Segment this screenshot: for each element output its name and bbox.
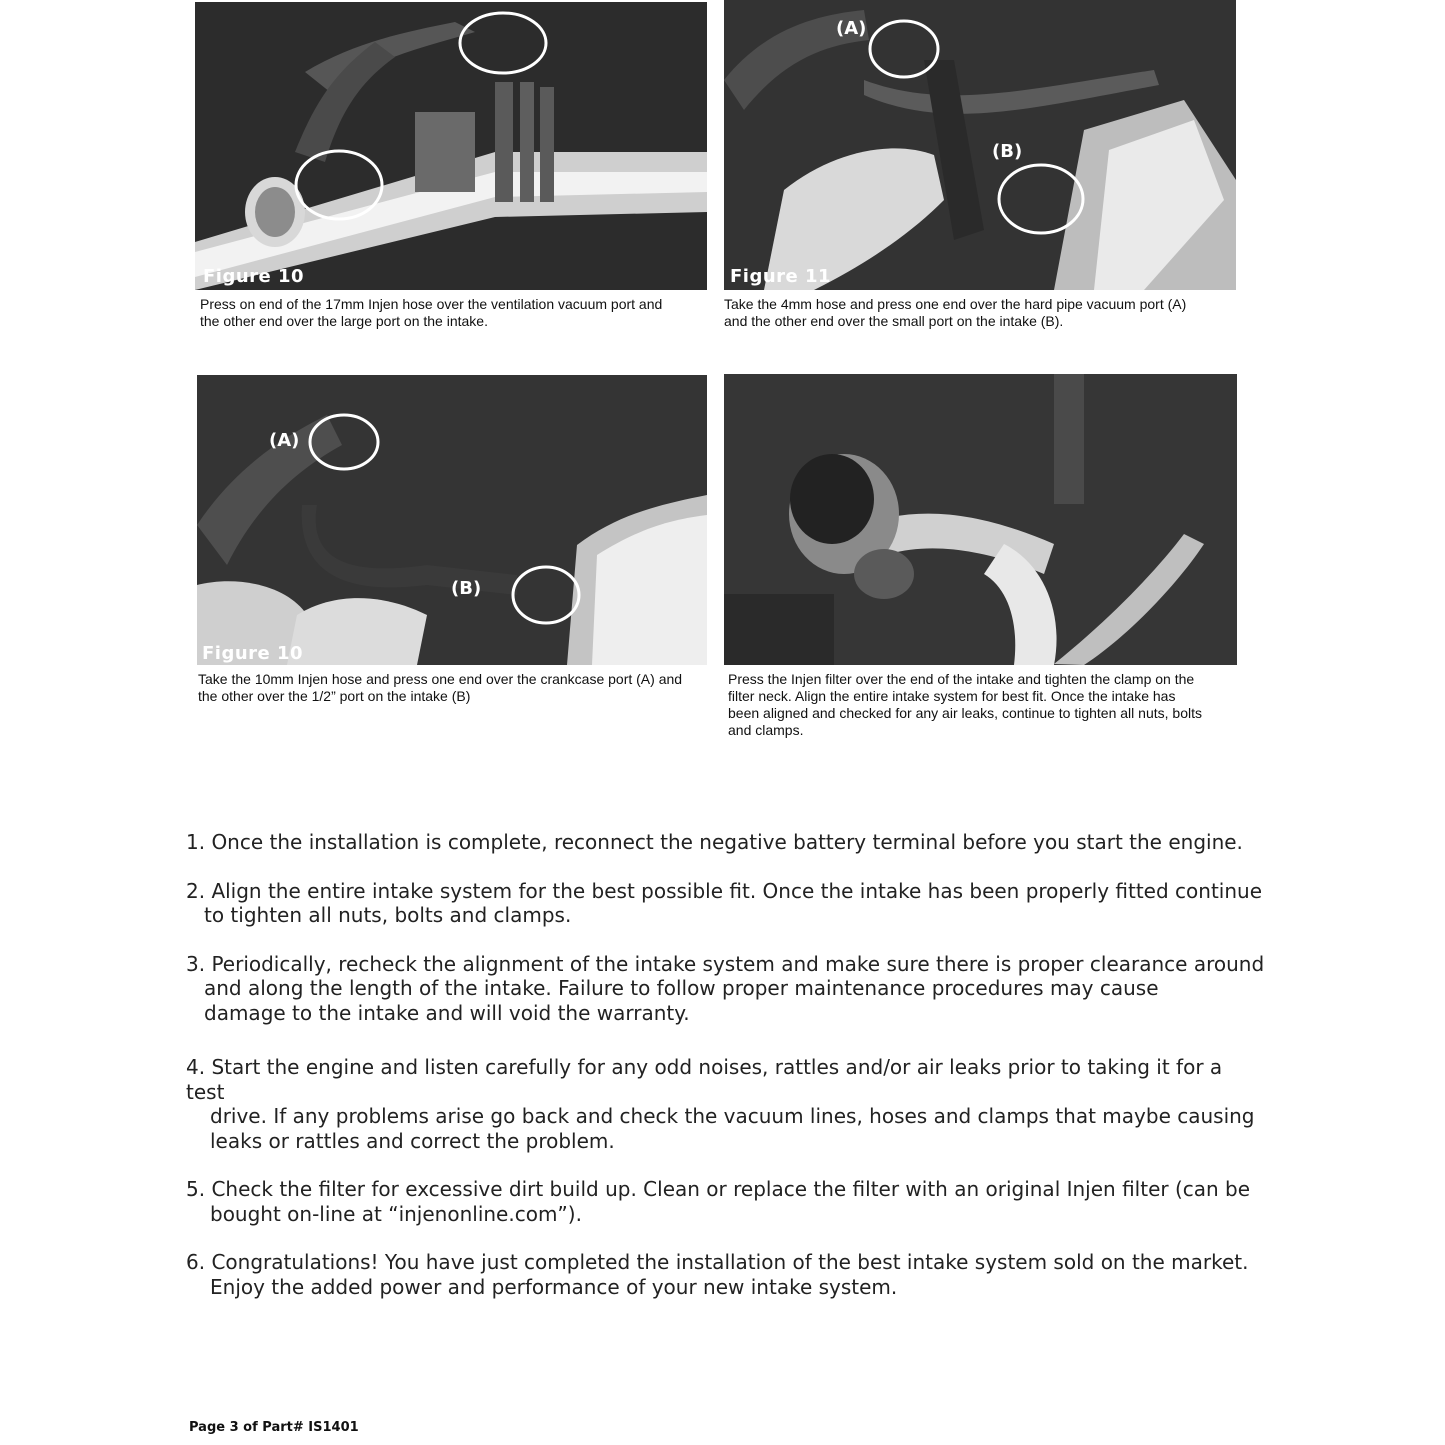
figure-label: Figure 10 xyxy=(202,643,304,664)
figure-caption-3 xyxy=(198,671,713,705)
figure-caption-2 xyxy=(724,296,1239,330)
caption-line: Take the 4mm hose and press one end over the hard pipe vacuum port (A) xyxy=(724,296,1187,312)
caption-line: and the other end over the small port on the intake (B). xyxy=(724,313,1064,329)
step-line: 6. Congratulations! You have just completed the installation of the best intake system sold on the market. xyxy=(186,1250,1249,1274)
figure-photo-2 xyxy=(724,0,1236,290)
step-line: drive. If any problems arise go back and check the vacuum lines, hoses and clamps that maybe causing xyxy=(210,1104,1255,1128)
figure-photo-1 xyxy=(195,2,707,290)
engine-photo-image xyxy=(724,0,1236,290)
caption-line: Press on end of the 17mm Injen hose over the ventilation vacuum port and xyxy=(200,296,663,312)
page-footer: Page 3 of Part# IS1401 xyxy=(189,1420,359,1435)
caption-line: been aligned and checked for any air leaks, continue to tighten all nuts, bolts xyxy=(728,705,1202,721)
caption-line: Press the Injen filter over the end of the intake and tighten the clamp on the xyxy=(728,671,1195,687)
caption-line: Take the 10mm Injen hose and press one end over the crankcase port (A) and xyxy=(198,671,683,687)
figure-caption-4 xyxy=(728,671,1238,739)
caption-line: and clamps. xyxy=(728,722,804,738)
caption-line: filter neck. Align the entire intake system for best fit. Once the intake has xyxy=(728,688,1176,704)
engine-photo-image xyxy=(195,2,707,290)
figure-label: Figure 11 xyxy=(730,266,832,287)
caption-line: the other over the 1/2” port on the intake (B) xyxy=(198,688,471,704)
step-line: 2. Align the entire intake system for the best possible fit. Once the intake has been properly fitted continue xyxy=(186,878,1262,903)
figure-photo-3 xyxy=(197,375,707,665)
step-line: damage to the intake and will void the warranty. xyxy=(204,1000,690,1025)
instruction-step xyxy=(186,1055,1266,1153)
marker-a: (A) xyxy=(836,18,867,39)
engine-photo-image xyxy=(197,375,707,665)
instruction-step xyxy=(186,830,1266,855)
step-line: 4. Start the engine and listen carefully for any odd noises, rattles and/or air leaks prior to taking it for a test xyxy=(186,1055,1223,1104)
step-line: to tighten all nuts, bolts and clamps. xyxy=(204,903,572,927)
figure-caption-1 xyxy=(200,296,710,330)
instruction-list xyxy=(186,830,1266,1299)
instruction-step xyxy=(186,1250,1266,1299)
instruction-step xyxy=(186,1177,1266,1226)
figure-label: Figure 10 xyxy=(203,266,305,287)
step-line: 3. Periodically, recheck the alignment of the intake system and make sure there is proper clearance around xyxy=(186,951,1265,976)
step-line: and along the length of the intake. Failure to follow proper maintenance procedures may cause xyxy=(204,976,1159,1000)
figure-photo-4 xyxy=(724,374,1237,665)
instruction-step xyxy=(186,952,1266,1026)
engine-photo-image xyxy=(724,374,1237,665)
step-line: 1. Once the installation is complete, reconnect the negative battery terminal before you start the engine. xyxy=(186,830,1243,854)
step-line: 5. Check the filter for excessive dirt build up. Clean or replace the filter with an original Injen filter (can be xyxy=(186,1177,1251,1201)
step-line: Enjoy the added power and performance of your new intake system. xyxy=(210,1274,898,1299)
marker-a: (A) xyxy=(269,430,300,451)
instruction-step xyxy=(186,879,1266,928)
step-line: leaks or rattles and correct the problem. xyxy=(210,1128,615,1153)
caption-line: the other end over the large port on the intake. xyxy=(200,313,488,329)
marker-b: (B) xyxy=(992,141,1023,162)
marker-b: (B) xyxy=(451,578,482,599)
step-line: bought on-line at “injenonline.com”). xyxy=(210,1201,582,1226)
